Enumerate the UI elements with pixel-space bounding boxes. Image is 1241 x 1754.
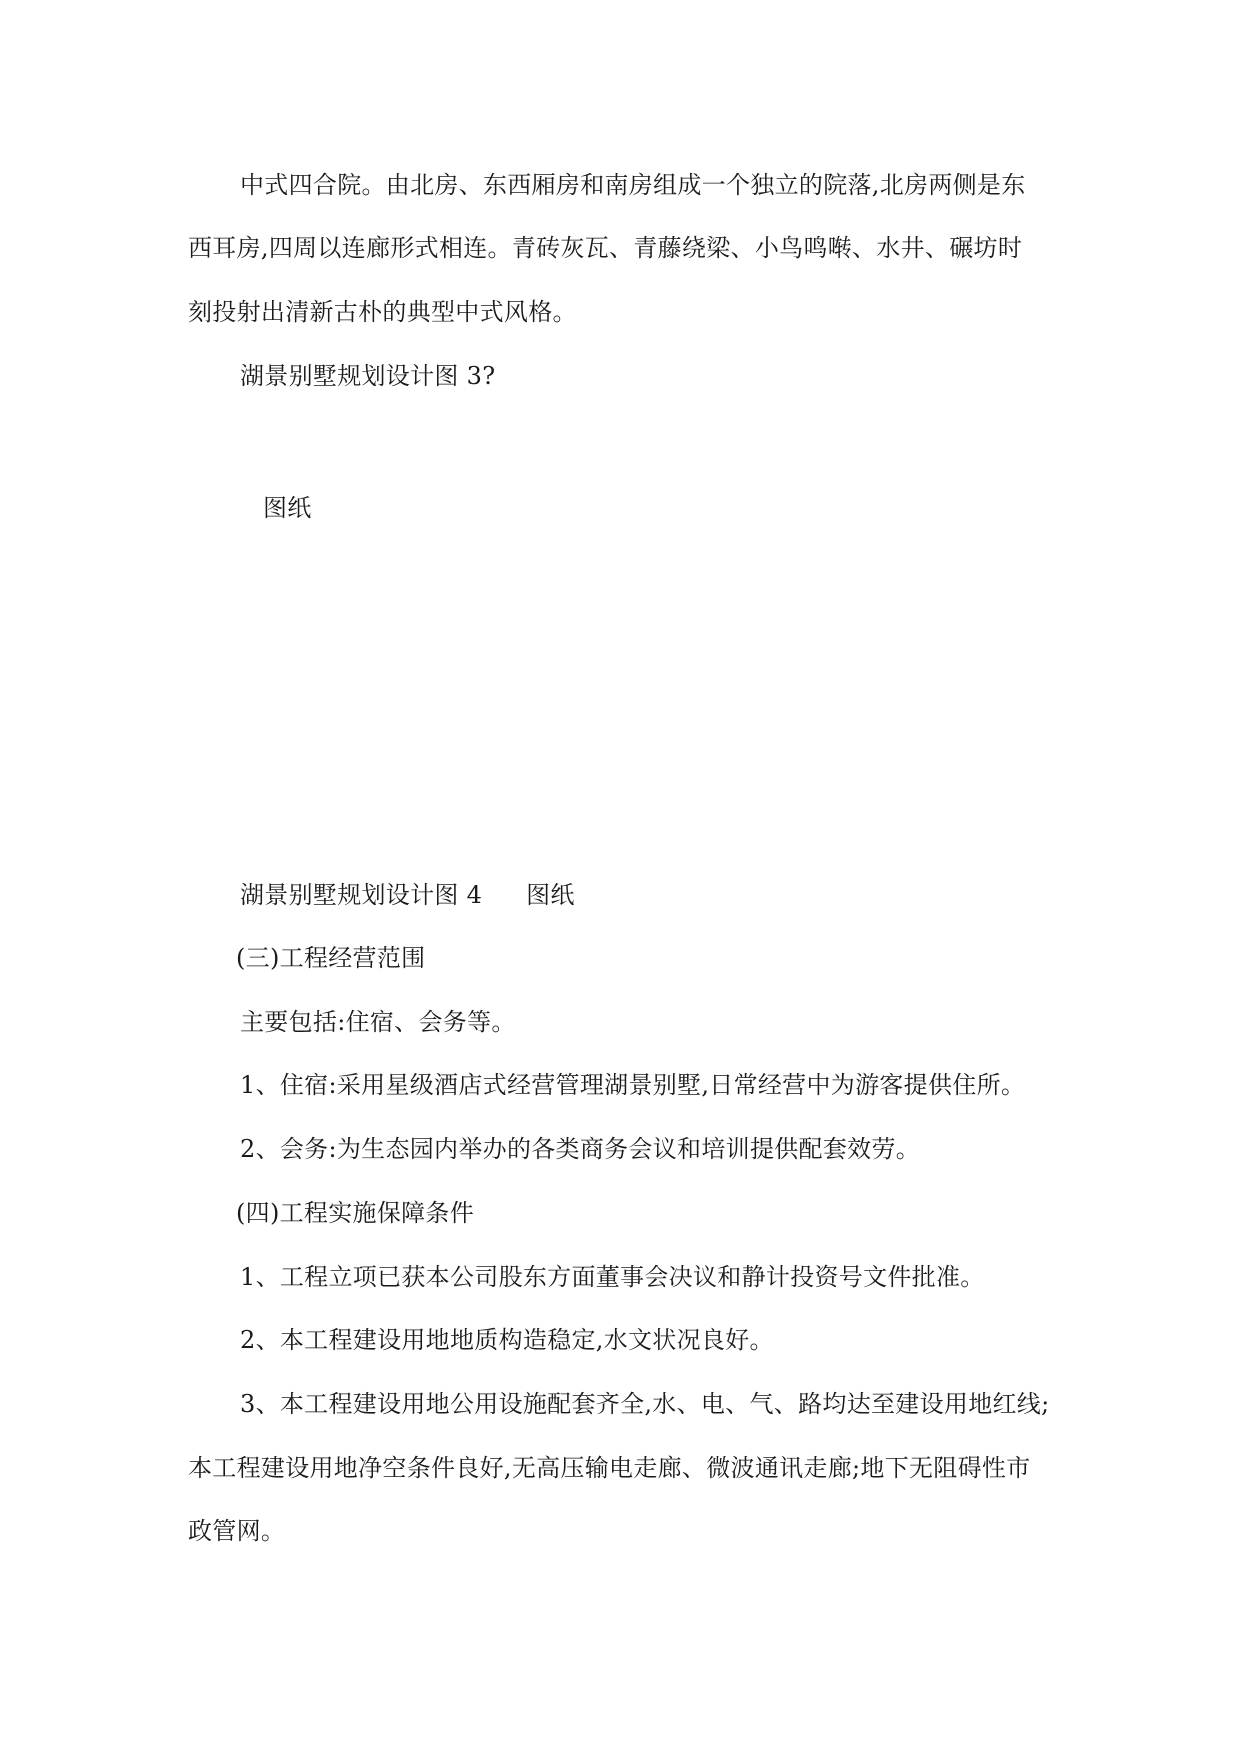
condition-item-2: 2、本工程建设用地地质构造稳定,水文状况良好。 <box>240 1326 774 1354</box>
figure-4-placeholder-label: 图纸 <box>526 881 575 909</box>
condition-item-1: 1、工程立项已获本公司股东方面董事会决议和静计投资号文件批准。 <box>240 1263 985 1291</box>
courtyard-paragraph-line-2: 西耳房,四周以连廊形式相连。青砖灰瓦、青藤绕梁、小鸟鸣啭、水井、碾坊时 <box>188 234 1023 262</box>
figure-3-placeholder-label: 图纸 <box>263 494 312 522</box>
section-4-heading: (四)工程实施保障条件 <box>236 1199 475 1227</box>
figure-4-caption <box>240 880 575 910</box>
scope-item-2: 2、会务:为生态园内举办的各类商务会议和培训提供配套效劳。 <box>240 1135 921 1163</box>
scope-intro: 主要包括:住宿、会务等。 <box>240 1008 516 1036</box>
courtyard-paragraph-line-3: 刻投射出清新古朴的典型中式风格。 <box>188 298 577 326</box>
figure-3-caption: 湖景别墅规划设计图 3? <box>240 362 496 390</box>
courtyard-paragraph-line-1: 中式四合院。由北房、东西厢房和南房组成一个独立的院落,北房两侧是东 <box>240 171 1026 199</box>
condition-item-3-line-3: 政管网。 <box>188 1517 286 1545</box>
scope-item-1: 1、住宿:采用星级酒店式经营管理湖景别墅,日常经营中为游客提供住所。 <box>240 1071 1026 1099</box>
section-3-heading: (三)工程经营范围 <box>236 944 426 972</box>
figure-4-caption-text: 湖景别墅规划设计图 4 <box>240 881 483 909</box>
condition-item-3-line-2: 本工程建设用地净空条件良好,无高压输电走廊、微波通讯走廊;地下无阻碍性市 <box>188 1454 1031 1482</box>
condition-item-3-line-1: 3、本工程建设用地公用设施配套齐全,水、电、气、路均达至建设用地红线; <box>240 1390 1050 1418</box>
